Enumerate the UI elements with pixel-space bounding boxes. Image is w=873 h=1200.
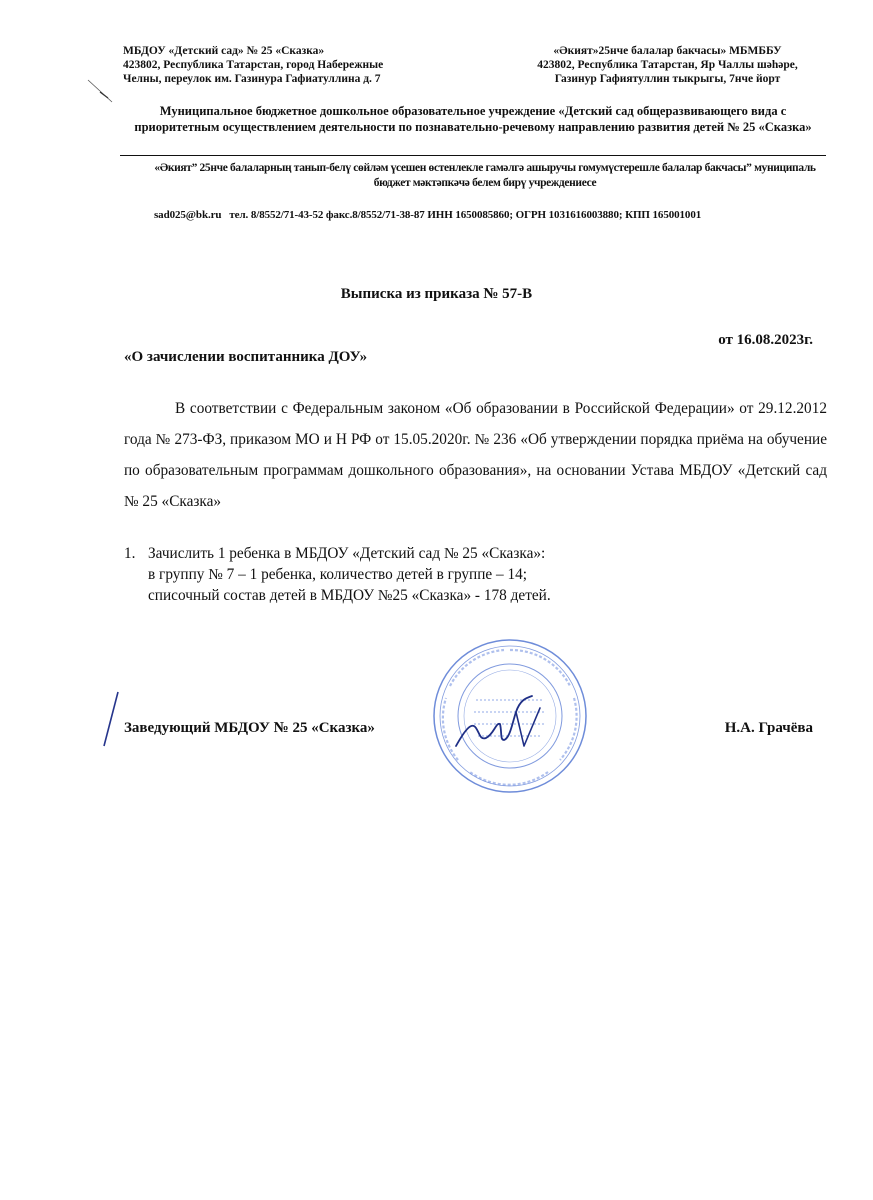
header-left-block <box>123 44 468 86</box>
header-right-line-1: «Әкият»25нче балалар бакчасы» МБМББУ <box>553 45 782 57</box>
header-left-line-3: Челны, переулок им. Газинура Гафиатуллина д. 7 <box>123 73 381 85</box>
list-item-number: 1. <box>124 545 136 562</box>
list-item-line-2: в группу № 7 – 1 ребенка, количество детей в группе – 14; <box>148 566 528 583</box>
signatory-title: Заведующий МБДОУ № 25 «Сказка» <box>124 720 375 736</box>
list-item <box>148 543 828 606</box>
contact-kpp: КПП 165001001 <box>625 209 702 221</box>
header-right-block <box>500 44 835 86</box>
order-subject: «О зачислении воспитанника ДОУ» <box>124 349 368 365</box>
org-name-ru: Муниципальное бюджетное дошкольное образовательное учреждение «Детский сад общеразвивающего вида с приоритетным осуществлением деятельности по познавательно-речевому направлению развития детей № 25 «Сказка» <box>134 104 812 134</box>
list-item-line-1: Зачислить 1 ребенка в МБДОУ «Детский сад № 25 «Сказка»: <box>148 545 546 562</box>
org-name-tt: «Әкият” 25нче балаларның танып-белү сөйләм үсешен өстенлекле гамәлгә ашыручы гомумүстерешле балалар бакчасы” муниципаль бюджет мәктәпкәчә белем бирү учреждениесе <box>154 162 816 189</box>
header-right-line-3: Газинур Гафиятуллин тыкрыгы, 7нче йорт <box>554 73 781 85</box>
header-left-line-1: МБДОУ «Детский сад» № 25 «Сказка» <box>123 45 325 57</box>
pen-mark-decoration <box>96 688 126 748</box>
header-divider <box>120 155 826 156</box>
order-title: Выписка из приказа № 57-В <box>340 286 533 302</box>
order-date: от 16.08.2023г. <box>718 332 813 348</box>
contact-ogrn: ОГРН 1031616003880; <box>515 209 623 221</box>
contact-inn: ИНН 1650085860; <box>427 209 513 221</box>
contact-email: sad025@bk.ru <box>154 209 222 221</box>
handwritten-signature-icon <box>442 688 562 758</box>
header-right-line-2: 423802, Республика Татарстан, Яр Чаллы шәһәре, <box>537 59 798 71</box>
contact-phones: тел. 8/8552/71-43-52 факс.8/8552/71-38-87 <box>229 209 425 221</box>
body-paragraph: В соответствии с Федеральным законом «Об образовании в Российской Федерации» от 29.12.2012 года № 273-ФЗ, приказом МО и Н РФ от 15.05.2020г. № 236 «Об утверждении порядка приёма на обучение по образовательным программам дошкольного образования», на основании Устава МБДОУ «Детский сад № 25 «Сказка» <box>124 400 827 510</box>
header-left-line-2: 423802, Республика Татарстан, город Набережные <box>123 59 384 71</box>
contacts-line <box>154 208 826 222</box>
list-item-line-3: списочный состав детей в МБДОУ №25 «Сказка» - 178 детей. <box>148 587 551 604</box>
signatory-name: Н.А. Грачёва <box>724 720 813 736</box>
scan-mark-decoration <box>60 62 120 112</box>
